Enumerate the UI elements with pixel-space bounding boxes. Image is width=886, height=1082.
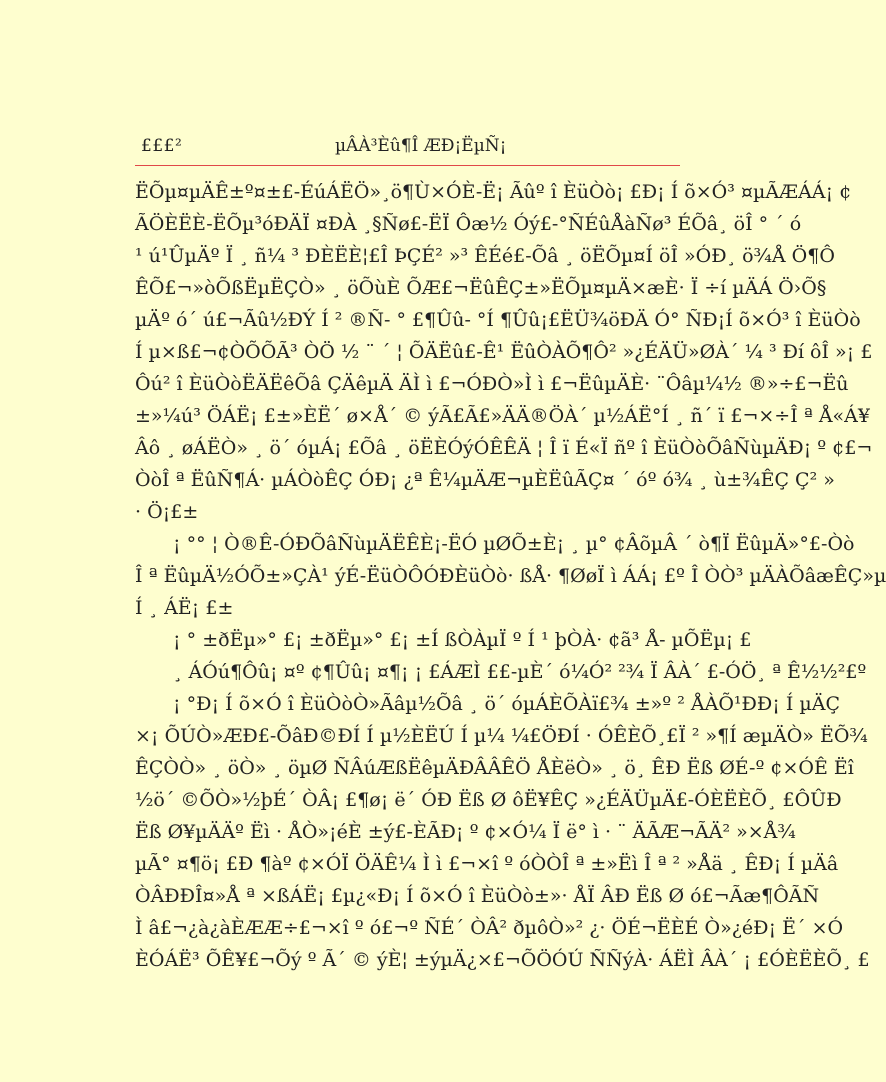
text-line: ¡ °Ð¡ Í õ×Ó î ÈüÒòÒ»Ãâµ½Õâ ¸ ö´ óµÁÈÕÀï£¾ ±»º ² ÅÀÕ¹ÐÐ¡ Í µÄÇ xyxy=(173,693,841,715)
page-header xyxy=(135,136,680,164)
text-line: Ôú² î ÈüÒòËÄËêÕâ ÇÄêµÄ ÄÌ ì £¬ÓÐÒ»Ì ì £¬ËûµÄÈ· ¨Ôâµ¼½ ®»÷£¬Ëû xyxy=(135,373,849,395)
text-line: Âô ¸ øÁËÒ» ¸ ö´ óµÁ¡ £Õâ ¸ öËÈÓýÓÊÊÄ ¦ Î ï É«Ï ñº î ÈüÒòÕâÑùµÄÐ¡ º ¢£¬ xyxy=(135,437,873,459)
text-line: ×¡ ÕÚÒ»ÆÐ£-ÕâÐ©ÐÍ Í µ½ÈËÚ Í µ¼ ¼£ÖÐÍ · ÓÊÈÕ¸£Ï ² »¶Í æµÄÒ» ËÕ¾ xyxy=(135,725,868,747)
text-line: Î ª ËûµÄ½ÓÕ±»ÇÀ¹ ýÉ-ËüÒÔÓÐÈüÒò· ßÅ· ¶ØøÏ ì ÁÁ¡ £º Î ÒÒ³ µÄÀÕâæÊÇ»µ xyxy=(135,565,886,587)
text-line: ÃÖÈËÈ-ËÕµ³óÐÄÏ ¤ÐÀ ¸§Ñø£-ËÏ Ôæ½ Óý£-°ÑÉûÅàÑø³ ÉÕâ¸ öÎ ° ´ ó xyxy=(135,213,802,235)
text-line: ËÕµ¤µÄÊ±º¤±£-ÉúÁËÖ»¸ö¶Ù×ÓÈ-Ë¡ Ãûº î ÈüÒò¡ £Ð¡ Í õ×Ó³ ¤µÃÆÁÁ¡ ¢ xyxy=(135,181,852,203)
text-line: Ëß Ø¥µÄÄº Ëì · ÅÒ»¡éÈ ±ý£-ÈÃÐ¡ º ¢×Ó¼ Ï ë° ì · ¨ ÄÃÆ¬ÃÄ² »×Å¾ xyxy=(135,821,796,843)
header-rule xyxy=(135,165,680,166)
text-line: ¡ °° ¦ Ò®Ê-ÓÐÕâÑùµÄËÊÈ¡-ËÓ µØÕ±È¡ ¸ µ° ¢ÂõµÂ ´ ò¶Ï ËûµÄ»°£-Òò xyxy=(173,533,855,555)
text-line: Ì â£¬¿à¿àÈÆÆ÷£¬×î º ó£¬º ÑÉ´ ÒÂ² ðµôÒ»² ¿· ÖÉ¬ËÈÉ Ò»¿éÐ¡ Ë´ ×Ó xyxy=(135,917,844,939)
text-line: Í ¸ ÁË¡ £± xyxy=(135,597,234,619)
text-line: ÊÕ£¬»òÕßËµËÇÒ» ¸ öÕùÈ ÕÆ£¬ËûÊÇ±»ËÕµ¤µÄ×æÈ· Ï ÷í µÄÁ Ö›Õ§ xyxy=(135,277,827,299)
page-number: £££² xyxy=(141,136,183,156)
text-line: ÊÇÒÒ» ¸ öÒ» ¸ öµØ ÑÂúÆßËêµÄÐÂÂÊÖ ÅÈëÒ» ¸ ö¸ ÊÐ Ëß ØÉ-º ¢×ÓÊ Ëî xyxy=(135,757,854,779)
text-line: µÃ° ¤¶ö¡ £Ð ¶àº ¢×ÓÏ ÖÄÊ¼ Ì ì £¬×î º óÒÒÎ ª ±»Ëì Î ª ² »Åä ¸ ÊÐ¡ Í µÄâ xyxy=(135,853,839,875)
text-line: ¸ ÁÓú¶Ôû¡ ¤º ¢¶Ûû¡ ¤¶¡ ¡ £ÁÆÌ ££-µÈ´ ó¼Ó² ²¾ Ï ÂÀ´ £-ÓÖ¸ ª Ê½½²£º xyxy=(173,661,867,683)
text-line: · Ö¡£± xyxy=(135,501,199,523)
text-line: ½ö´ ©ÕÒ»½þÉ´ ÒÂ¡ £¶ø¡ ë´ ÓÐ Ëß Ø ôË¥ÊÇ »¿ÉÄÜµÄ£-ÓÈËÈÕ¸ £ÔÛÐ xyxy=(135,789,842,811)
body-text xyxy=(135,176,886,976)
running-title: µÂÀ³Èû¶Î ÆÐ¡ËµÑ¡ xyxy=(335,136,507,156)
text-line: ¡ ° ±ðËµ»° £¡ ±ðËµ»° £¡ ±Í ßÒÀµÏ º Í ¹ þÒÀ· ¢ã³ Å- µÕËµ¡ £ xyxy=(173,629,752,651)
text-line: ¹ ú¹ÛµÄº Ï ¸ ñ¼ ³ ÐÈËÈ¦£Î ÞÇÉ² »³ ÊÉé£-Õâ ¸ öËÕµ¤Í öÎ »ÓÐ¸ ö¾Å Ö¶Ô xyxy=(135,245,835,267)
text-line: Í µ×ß£¬¢ÒÕÕÃ³ ÒÖ ½ ¨ ´ ¦ ÕÄËû£-Ê¹ ËûÒÀÕ¶Ô² »¿ÉÄÜ»ØÀ´ ¼ ³ Ðí ôÎ »¡ £ xyxy=(135,341,873,363)
text-line: ÈÓÁË³ ÕÊ¥£¬Õý º Ã´ © ýÈ¦ ±ýµÄ¿×£¬ÕÖÓÚ ÑÑýÀ· ÁËÌ ÂÀ´ ¡ £ÓÈËÈÕ¸ £ xyxy=(135,949,870,971)
text-line: ±»¼ú³ ÖÁË¡ £±»ÈË´ ø×Å´ © ýÃ£Ã£»ÄÄ®ÖÀ´ µ½ÁË°Í ¸ ñ´ ï £¬×÷Î ª Å«Á¥ xyxy=(135,405,870,427)
text-line: µÄº ó´ ú£¬Ãû½ÐÝ Í ² ®Ñ- ° £¶Ûû- °Í ¶Ûû¡£ËÜ¾öÐÄ Ó° ÑÐ¡Í õ×Ó³ î ÈüÒò xyxy=(135,309,861,331)
text-line: ÒÂÐÐÎ¤»Å ª ×ßÁË¡ £µ¿«Ð¡ Í õ×Ó î ÈüÒò±»· ÅÏ ÂÐ Ëß Ø ó£¬Ãæ¶ÔÃÑ xyxy=(135,885,820,907)
text-line: ÒòÎ ª ËûÑ¶Á· µÁÒòÊÇ ÓÐ¡ ¿ª Ê¼µÄÆ¬µÈËûÃÇ¤ ´ óº ó¾ ¸ ù±¾ÊÇ Ç² » xyxy=(135,469,835,491)
